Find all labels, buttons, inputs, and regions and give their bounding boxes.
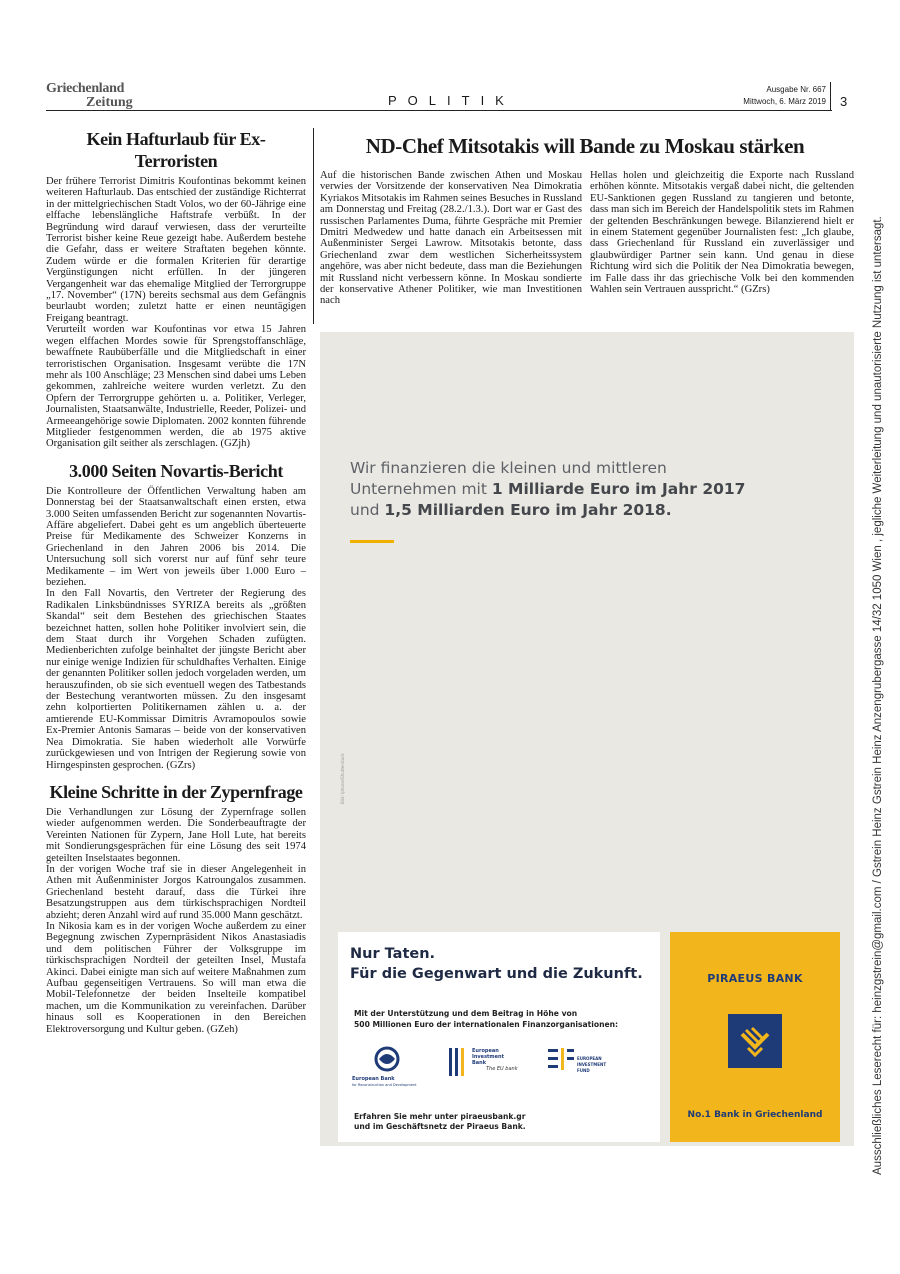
- ebrd-logo: [352, 1046, 422, 1088]
- ad-subtitle-line-2: 500 Millionen Euro der internationalen Finanzorganisationen:: [354, 1020, 619, 1029]
- logo-line-1: Griechenland: [46, 81, 125, 96]
- ad-image-credit: Bild: Iphone/Shutterstock: [340, 753, 345, 804]
- ad-subtitle-line-1: Mit der Unterstützung und dem Beitrag in Höhe von: [354, 1009, 578, 1018]
- ad-white-panel: [338, 932, 660, 1142]
- eib-tagline: The EU bank: [486, 1066, 518, 1072]
- partner-logos: [352, 1046, 652, 1088]
- ebrd-name: European Bank: [352, 1076, 395, 1082]
- eif-emblem-icon: [548, 1048, 574, 1070]
- bank-name: PIRAEUS BANK: [707, 972, 803, 985]
- piraeus-panel: [670, 932, 840, 1142]
- bank-tagline: No.1 Bank in Griechenland: [687, 1110, 823, 1120]
- ad-headline-line-2-bold: 1 Milliarde Euro im Jahr 2017: [491, 480, 746, 498]
- moskau-column-1: Auf die historischen Bande zwischen Athen und Moskau verwies der Vorsitzende der konservativen Nea Dimokratia Kyriakos Mitsotakis im Rahmen seines Besuches in Russland am Donnerstag und Freitag (28.2./1.3.). Dort war er Gast des russischen Parlamentes Duma, führte Gespräche mit Premier Dmitri Medwedew und hatte danach ein Arbeitsessen mit Außenminister Sergei Lawrow. Mitsotakis betonte, dass Griechenland zwar dem westlichen Sicherheitssystem angehöre, was aber nicht bedeute, dass man die Beziehungen mit Russland nicht verbessern könne. In Moskau sondierte der konservative Athener Politiker, wie man Investitionen nach: [320, 170, 582, 307]
- license-note: Ausschließliches Leserecht für: heinzgstrein@gmail.com / Gstrein Heinz Gstrein Heinz Anzengrubergasse 14/32 1050 Wien , jegliche Weiterleitung und unautorisierte Nutzung ist untersagt.: [872, 216, 884, 1175]
- eif-line-2: INVESTMENT: [577, 1062, 607, 1067]
- eib-line-2: Investment: [472, 1054, 504, 1060]
- eib-line-3: Bank: [472, 1060, 487, 1066]
- ad-title: [350, 944, 643, 984]
- header-rule: [46, 110, 832, 111]
- ad-headline-line-1: Wir finanzieren die kleinen und mittleren: [350, 459, 667, 477]
- newspaper-logo: [46, 82, 133, 110]
- page-number: 3: [840, 94, 848, 109]
- novartis-headline: 3.000 Seiten Novartis-Bericht: [69, 460, 283, 481]
- ad-footer-line-1: Erfahren Sie mehr unter piraeusbank.gr: [354, 1112, 526, 1121]
- eib-line-1: European: [472, 1048, 499, 1054]
- ad-subtitle: [354, 1008, 664, 1030]
- eif-logo: [548, 1048, 606, 1074]
- cyprus-headline: Kleine Schritte in der Zypernfrage: [49, 781, 303, 802]
- ad-headline-line-3-text: und: [350, 501, 385, 519]
- issue-date: Mittwoch, 6. März 2019: [743, 97, 826, 106]
- ad-footer: [354, 1112, 526, 1132]
- advertisement: [320, 332, 854, 1146]
- cyprus-paragraph-2: In der vorigen Woche traf sie in dieser Angelegenheit in Athen mit Außenminister Jorgos Katroungalos zusammen. Griechenland besteht darauf, dass die Türkei ihre Besatzungstruppen aus dem türkischsprachigen Nordteil abzieht; deren Anzahl wird auf rund 35.000 Mann geschätzt.: [46, 863, 306, 921]
- moskau-column-2: Hellas holen und gleichzeitig die Exporte nach Russland erhöhen könnte. Mitsotakis vergaß dabei nicht, die geltenden EU-Sanktionen gegen Russland zu tangieren und betonte, dass man sich im Bereich der Handelspolitik stets im Rahmen der geltenden Beschränkungen bewege. Bilanzierend hielt er in einem Statement gegenüber Journalisten fest: „Ich glaube, dass Griechenland für Russland ein zuverlässiger und glaubwürdiger Partner sein kann. Und genau in diese Richtung wird sich die Politik der Nea Dimokratia bewegen, im Falle dass ihr das griechische Volk bei den kommenden Wahlen sein Vertrauen ausspricht.“ (GZrs): [590, 170, 854, 296]
- logo-line-2: Zeitung: [86, 95, 133, 110]
- ebrd-emblem-icon: [352, 1046, 422, 1072]
- terror-paragraph-1: Der frühere Terrorist Dimitris Koufontinas bekommt keinen weiteren Hafturlaub. Das entschied der zuständige Richterrat in der mittelgriechischen Stadt Volos, wo der 60-Jährige eine elffache lebenslängliche Haftstrafe verbüßt. In der Begründung wird darauf verwiesen, dass der verurteilte Terrorist bisher keine Reue gezeigt habe. Außerdem bestehe die Gefahr, dass er weitere Straftaten begehen könnte. Zudem würde er die formalen Kriterien für derartige Vergünstigungen nicht erfüllen. In der jüngeren Vergangenheit war das ehemalige Mitglied der Terrorgruppe „17. November“ (17N) bereits sechsmal aus dem Gefängnis beurlaubt worden; zuletzt hatte er einen neuntägigen Freigang beantragt.: [46, 176, 306, 324]
- column-rule: [313, 128, 314, 324]
- ad-headline-line-2: [350, 479, 830, 500]
- moskau-headline: ND-Chef Mitsotakis will Bande zu Moskau stärken: [365, 134, 805, 158]
- cyprus-paragraph-1: Die Verhandlungen zur Lösung der Zypernfrage sollen wieder aufgenommen werden. Die Sonderbeauftragte der Vereinten Nationen für Zypern, Jane Holl Lute, hat bereits mit Sondierungsgesprächen für eine Lösung des seit 1974 geteilten Inselstaates begonnen.: [46, 806, 306, 864]
- novartis-paragraph-2: In den Fall Novartis, den Vertreter der Regierung des Radikalen Linksbündnisses SYRIZA bereits als „größten Skandal“ seit dem Bestehen des griechischen Staates bezeichnet hatten, sollen hohe Politiker involviert sein, die dem Staat durch ihr Vorgehen Schaden zufügten. Medienberichten zufolge beinhaltet der jüngste Bericht aber nur einige wenige Indizien für schuldhaftes Verhalten. Einige der genannten Politiker sollen jedoch vorgeladen werden, um herauszufinden, ob sie sich eventuell wegen des Tatbestands der Bestechung verantworten müssen. Zu den insgesamt zehn kolportierten Politikernamen zählen u. a. der amtierende EU-Kommissar Dimitris Avramopoulos sowie Ex-Premier Antonis Samaras – beide von der konservativen Nea Dimokratia. Sie haben wiederholt alle Vorwürfe zurückgewiesen und von Intrigen der Regierung sowie von Hirngespinsten gesprochen. (GZrs): [46, 588, 306, 771]
- piraeus-logo-icon: [728, 1014, 782, 1068]
- terror-headline: Kein Hafturlaub für Ex-Terroristen: [86, 129, 266, 171]
- eib-logo: [448, 1048, 518, 1076]
- eif-line-3: FUND: [577, 1068, 590, 1073]
- eif-line-1: EUROPEAN: [577, 1056, 602, 1061]
- ad-headline-line-3: [350, 500, 830, 521]
- ad-title-line-1: Nur Taten.: [350, 946, 436, 962]
- issue-info: [716, 84, 826, 108]
- eib-bars-icon: [448, 1048, 468, 1076]
- ebrd-subtitle: for Reconstruction and Development: [352, 1083, 417, 1087]
- section-rubric: POLITIK: [388, 93, 515, 108]
- ad-headline: [350, 458, 830, 521]
- novartis-paragraph-1: Die Kontrolleure der Öffentlichen Verwaltung haben am Donnerstag bei der Staatsanwaltschaft einen ersten, etwa 3.000 Seiten umfassenden Bericht zur sogenannten Novartis-Affäre abgeliefert. Dabei geht es um angeblich überteuerte Preise für Medikamente des Schweizer Konzerns in Griechenland in den Jahren 2006 bis 2014. Die Untersuchung soll sich vorerst nur auf fünf sehr teure Medikamente – im Wert von jeweils über 1.000 Euro – beziehen.: [46, 485, 306, 588]
- ad-footer-line-2: und im Geschäftsnetz der Piraeus Bank.: [354, 1122, 526, 1131]
- terror-paragraph-2: Verurteilt worden war Koufontinas vor etwa 15 Jahren wegen elffachen Mordes sowie für Sprengstoffanschläge, bewaffnete Raubüberfälle und die Mitgliedschaft in einer terroristischen Organisation. Insgesamt verübte die 17N mehr als 100 Anschläge; 23 Menschen sind dabei ums Leben gekommen, zahlreiche weitere wurden verletzt. Zu den Opfern der Terrorgruppe gehörten u. a. Politiker, Verleger, Journalisten, Staatsanwälte, Industrielle, Reeder, Polizei- und Armeeangehörige sowie Diplomaten. 2002 konnten führende Mitglieder festgenommen werden, die ab 1975 aktive Organisation gilt seither als zerschlagen. (GZjh): [46, 324, 306, 450]
- cyprus-paragraph-3: In Nikosia kam es in der vorigen Woche außerdem zu einer Begegnung zwischen Zypernpräsident Nikos Anastasiadis und dem politischen Führer der Volksgruppe im türkischsprachigen Nordteil der geteilten Insel, Mustafa Akinci. Dabei einigte man sich auf weitere Maßnahmen zum Aufbau gegenseitigen Vertrauens. So will man etwa die Mobil-Telefonnetze der beiden Inselteile kompatibel machen, um die Kommunikation zu vereinfachen. Darüber hinaus soll es Kooperationen in den Bereichen Elektroversorgung und Kultur geben. (GZeh): [46, 920, 306, 1035]
- ad-accent-line: [350, 540, 394, 543]
- ad-headline-line-3-bold: 1,5 Milliarden Euro im Jahr 2018.: [384, 501, 672, 519]
- ad-title-line-2: Für die Gegenwart und die Zukunft.: [350, 966, 643, 982]
- left-column: [46, 128, 306, 1035]
- ad-headline-line-2-text: Unternehmen mit: [350, 480, 492, 498]
- issue-number: Ausgabe Nr. 667: [766, 85, 826, 94]
- header-divider: [830, 82, 831, 110]
